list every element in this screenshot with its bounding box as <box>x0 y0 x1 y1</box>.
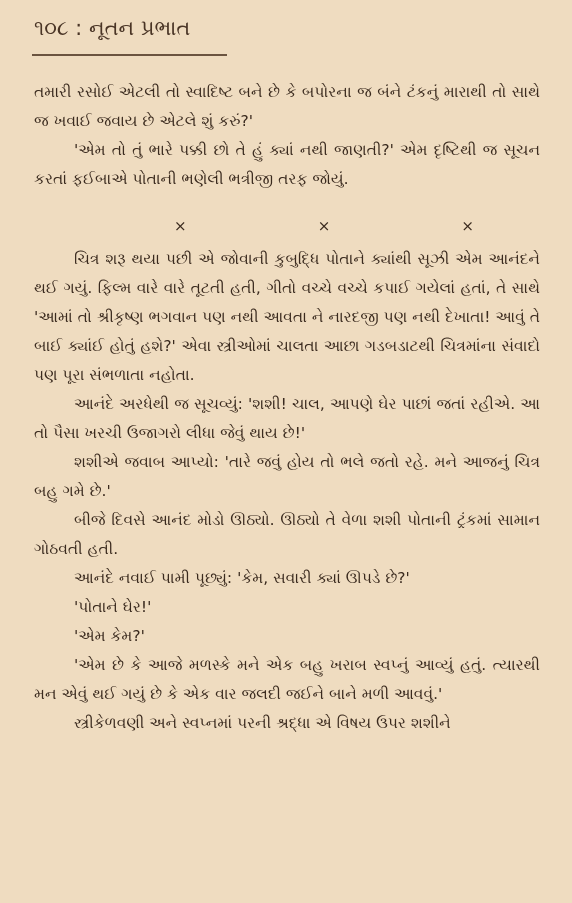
page-number: ૧૦૮ <box>34 16 69 40</box>
paragraph: આનંદે નવાઈ પામી પૂછ્યું: 'કેમ, સવારી ક્યાં ઊપડે છે?' <box>74 569 410 587</box>
section-mark: × <box>174 217 187 235</box>
header-separator: : <box>75 16 83 40</box>
section-mark: × <box>317 217 331 235</box>
book-title: નૂતન પ્રભાત <box>88 16 191 40</box>
page-header <box>34 16 190 41</box>
section-break <box>174 212 474 241</box>
paragraph: 'એમ છે કે આજે મળસ્કે મને એક બહુ ખરાબ સ્વપ્નું આવ્યું હતું. ત્યારથી મન એવું થઈ ગયું છે કે એક વાર જલદી જઈને બાને મળી આવવું.' <box>34 656 540 703</box>
paragraph: 'એમ તો તું ભારે પક્કી છો તે હું ક્યાં નથી જાણતી?' એમ દૃષ્ટિથી જ સૂચન કરતાં ફઈબાએ પોતાની ભણેલી ભત્રીજી તરફ જોયું. <box>34 141 540 188</box>
paragraph: ચિત્ર શરૂ થયા પછી એ જોવાની કુબુદ્ધિ પોતાને ક્યાંથી સૂઝી એમ આનંદને થઈ ગયું. ફિલ્મ વારે વારે તૂટતી હતી, ગીતો વચ્ચે વચ્ચે કપાઈ ગયેલાં હતાં, તે સાથે 'આમાં તો શ્રીકૃષ્ણ ભગવાન પણ નથી આવતા ને નારદજી પણ નથી દેખાતા! આવું તે બાઈ ક્યાંઈ હોતું હશે?' એવા સ્ત્રીઓમાં ચાલતા આછા ગડબડાટથી ચિત્રમાંના સંવાદો પણ પૂરા સંભળાતા નહોતા. <box>34 250 540 384</box>
paragraph: 'પોતાને ઘેર!' <box>74 598 152 616</box>
paragraph: 'એમ કેમ?' <box>74 627 145 645</box>
paragraph: સ્ત્રીકેળવણી અને સ્વપ્નમાં પરની શ્રદ્ધા એ વિષય ઉપર શશીને <box>74 714 451 732</box>
section-mark: × <box>461 217 474 235</box>
paragraph: શશીએ જવાબ આપ્યો: 'તારે જવું હોય તો ભલે જતો રહે. મને આજનું ચિત્ર બહુ ગમે છે.' <box>34 453 540 500</box>
paragraph: આનંદે અરધેથી જ સૂચવ્યું: 'શશી! ચાલ, આપણે ઘેર પાછાં જતાં રહીએ. આ તો પૈસા ખરચી ઉજાગરો લીધા જેવું થાય છે!' <box>34 395 540 442</box>
header-underline <box>32 54 227 56</box>
paragraph: બીજે દિવસે આનંદ મોડો ઊઠ્યો. ઊઠ્યો તે વેળા શશી પોતાની ટ્રંકમાં સામાન ગોઠવતી હતી. <box>34 511 540 558</box>
page-body <box>34 78 540 738</box>
paragraph: તમારી રસોઈ એટલી તો સ્વાદિષ્ટ બને છે કે બપોરના જ બંને ટંકનું મારાથી તો સાથે જ ખવાઈ જવાય છે એટલે શું કરું?' <box>34 83 540 130</box>
